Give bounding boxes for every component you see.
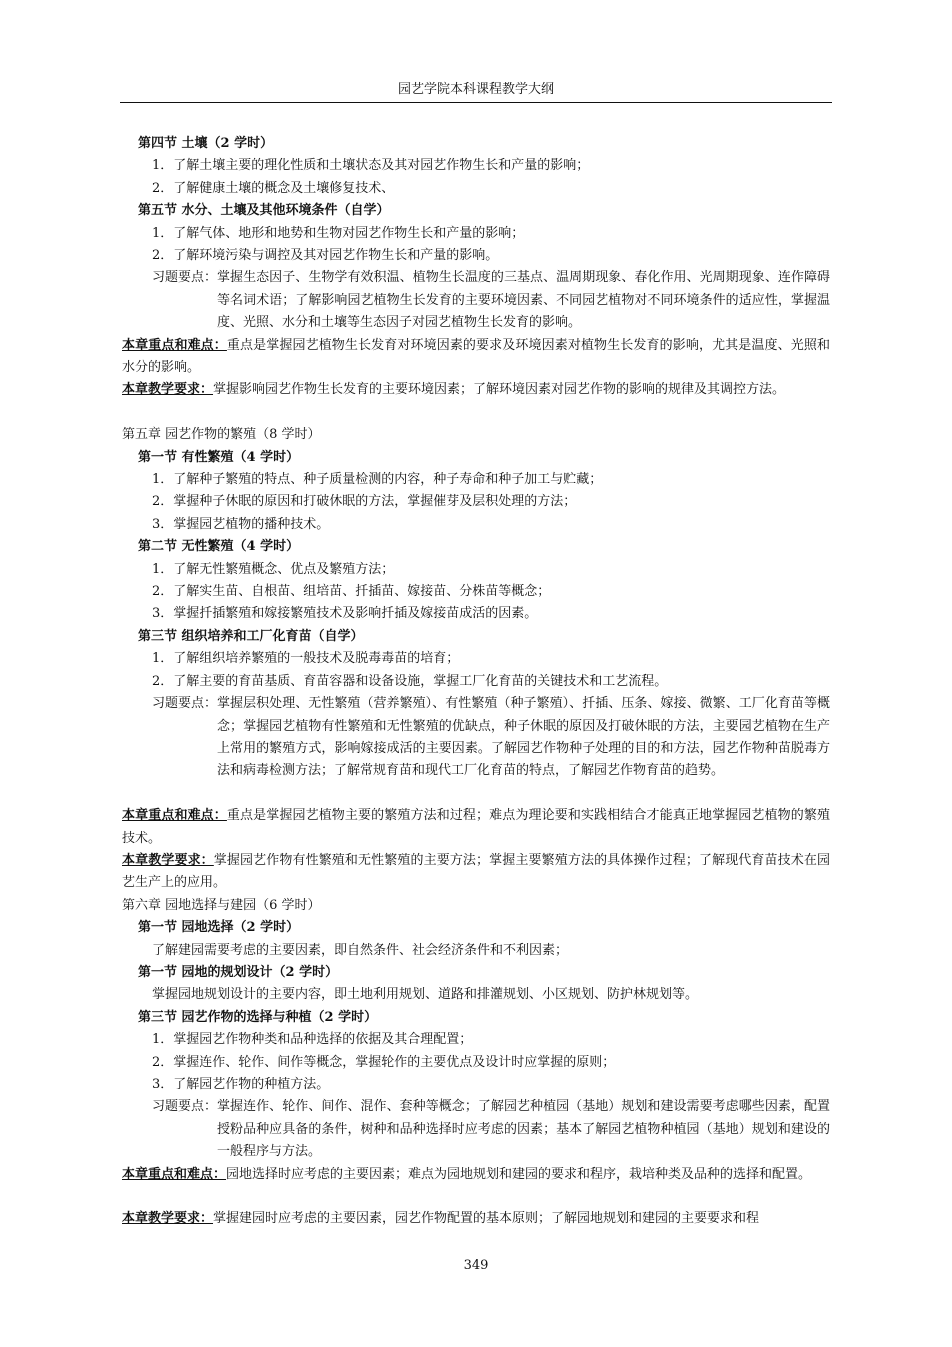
exercise-text: 掌握生态因子、生物学有效积温、植物生长温度的三基点、温周期现象、春化作用、光周期现象、连作障碍等名词术语；了解影响园艺植物生长发育的主要环境因素、不同园艺植物对不同环境条件的适应性，掌握温度、光照、水分和土壤等生态因子对园艺植物生长发育的影响。	[217, 270, 830, 331]
exercise-points	[122, 267, 830, 334]
list-item: 2．了解主要的育苗基质、育苗容器和设备设施，掌握工厂化育苗的关键技术和工艺流程。	[152, 673, 668, 689]
section-heading: 第一节 园地选择（2 学时）	[138, 920, 300, 936]
list-item: 2．了解实生苗、自根苗、组培苗、扦插苗、嫁接苗、分株苗等概念；	[152, 584, 551, 600]
exercise-points	[122, 1096, 830, 1163]
chapter-summary	[122, 805, 830, 850]
exercise-text: 掌握层积处理、无性繁殖（营养繁殖）、有性繁殖（种子繁殖）、扦插、压条、嫁接、微繁、工厂化育苗等概念；掌握园艺植物有性繁殖和无性繁殖的优缺点，种子休眠的原因及打破休眠的方法，主要园艺植物在生产上常用的繁殖方式，影响嫁接成活的主要因素。了解园艺作物种子处理的目的和方法，园艺作物种苗脱毒方法和病毒检测方法；了解常规育苗和现代工厂化育苗的特点，了解园艺作物育苗的趋势。	[217, 696, 830, 779]
list-item: 2．掌握种子休眠的原因和打破休眠的方法，掌握催芽及层积处理的方法；	[152, 494, 577, 510]
summary-text: 园地选择时应考虑的主要因素；难点为园地规划和建园的要求和程序，栽培种类及品种的选择和配置。	[226, 1166, 812, 1182]
paragraph: 了解建园需要考虑的主要因素，即自然条件、社会经济条件和不利因素；	[152, 942, 569, 958]
chapter-summary	[122, 379, 830, 424]
summary-label: 本章重点和难点：	[122, 337, 227, 353]
list-item: 2．了解健康土壤的概念及土壤修复技术、	[152, 180, 395, 196]
summary-text: 掌握建园时应考虑的主要因素，园艺作物配置的基本原则；了解园地规划和建园的主要要求和程	[213, 1211, 760, 1227]
exercise-label: 习题要点：	[152, 1099, 218, 1115]
summary-label: 本章教学要求：	[122, 1211, 214, 1227]
page-number: 349	[463, 1258, 489, 1273]
chapter-summary	[122, 335, 830, 380]
exercise-label: 习题要点：	[152, 696, 218, 712]
page-header-title: 园艺学院本科课程教学大纲	[397, 82, 554, 97]
summary-label: 本章教学要求：	[122, 852, 214, 868]
exercise-label: 习题要点：	[152, 270, 218, 286]
chapter-heading: 第六章 园地选择与建园（6 学时）	[122, 897, 321, 913]
document-body	[122, 133, 830, 1231]
list-item: 1．了解组织培养繁殖的一般技术及脱毒毒苗的培育；	[152, 651, 460, 667]
section-heading: 第一节 有性繁殖（4 学时）	[138, 449, 300, 465]
section-heading: 第二节 无性繁殖（4 学时）	[138, 539, 300, 555]
section-heading: 第五节 水分、土壤及其他环境条件（自学）	[138, 203, 390, 219]
list-item: 1．了解土壤主要的理化性质和土壤状态及其对园艺作物生长和产量的影响；	[152, 158, 590, 174]
exercise-points	[122, 693, 830, 805]
list-item: 2．了解环境污染与调控及其对园艺作物生长和产量的影响。	[152, 248, 499, 264]
summary-label: 本章教学要求：	[122, 382, 214, 398]
section-heading: 第四节 土壤（2 学时）	[138, 136, 274, 151]
list-item: 2．掌握连作、轮作、间作等概念，掌握轮作的主要优点及设计时应掌握的原则；	[152, 1054, 616, 1070]
summary-label: 本章重点和难点：	[122, 1166, 227, 1182]
paragraph: 掌握园地规划设计的主要内容，即土地利用规划、道路和排灌规划、小区规划、防护林规划等。	[152, 987, 699, 1003]
summary-text: 重点是掌握园艺植物生长发育对环境因素的要求及环境因素对植物生长发育的影响，尤其是温度、光照和水分的影响。	[122, 337, 830, 376]
chapter-summary	[122, 1208, 830, 1230]
summary-label: 本章重点和难点：	[122, 808, 227, 824]
list-item: 1．掌握园艺作物种类和品种选择的依据及其合理配置；	[152, 1032, 473, 1048]
chapter-summary	[122, 1164, 830, 1209]
summary-text: 重点是掌握园艺植物主要的繁殖方法和过程；难点为理论要和实践相结合才能真正地掌握园艺植物的繁殖技术。	[122, 808, 830, 846]
chapter-heading: 第五章 园艺作物的繁殖（8 学时）	[122, 427, 321, 443]
list-item: 1．了解气体、地形和地势和生物对园艺作物生长和产量的影响；	[152, 225, 525, 241]
list-item: 3．掌握园艺植物的播种技术。	[152, 516, 330, 532]
chapter-summary	[122, 850, 830, 895]
summary-text: 掌握影响园艺作物生长发育的主要环境因素；了解环境因素对园艺作物的影响的规律及其调控方法。	[213, 382, 786, 398]
summary-text: 掌握园艺作物有性繁殖和无性繁殖的主要方法；掌握主要繁殖方法的具体操作过程；了解现代育苗技术在园艺生产上的应用。	[122, 852, 830, 891]
list-item: 1．了解无性繁殖概念、优点及繁殖方法；	[152, 561, 395, 577]
section-heading: 第一节 园地的规划设计（2 学时）	[138, 964, 339, 980]
section-heading: 第三节 组织培养和工厂化育苗（自学）	[138, 628, 364, 644]
list-item: 3．掌握扦插繁殖和嫁接繁殖技术及影响扦插及嫁接苗成活的因素。	[152, 606, 538, 622]
list-item: 3．了解园艺作物的种植方法。	[152, 1076, 330, 1092]
header-rule	[120, 102, 832, 103]
exercise-text: 掌握连作、轮作、间作、混作、套种等概念；了解园艺种植园（基地）规划和建设需要考虑哪些因素，配置授粉品种应具备的条件，树种和品种选择时应考虑的因素；基本了解园艺植物种植园（基地）规划和建设的一般程序与方法。	[217, 1099, 830, 1160]
list-item: 1．了解种子繁殖的特点、种子质量检测的内容，种子寿命和种子加工与贮藏；	[152, 472, 603, 488]
section-heading: 第三节 园艺作物的选择与种植（2 学时）	[138, 1009, 378, 1025]
